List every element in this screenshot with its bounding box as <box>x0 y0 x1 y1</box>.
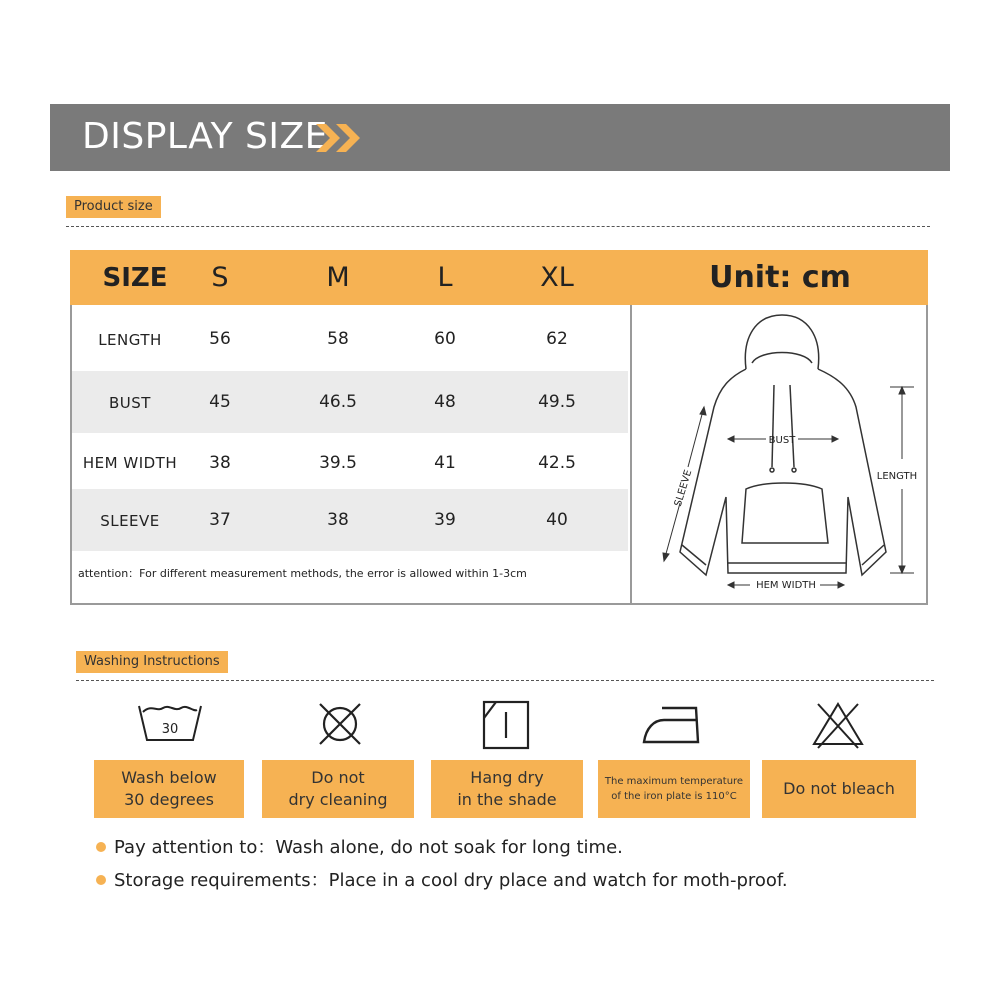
table-cell: 38 <box>327 510 349 530</box>
note-text: Storage requirements：Place in a cool dry place and watch for moth-proof. <box>114 870 788 891</box>
table-cell: 40 <box>546 510 568 530</box>
double-chevron-right-icon <box>316 124 362 152</box>
table-cell: 38 <box>209 453 231 473</box>
row-label-hem-width: HEM WIDTH <box>82 454 178 472</box>
no-dry-clean-icon <box>314 698 366 750</box>
iron-temperature-card <box>598 760 750 818</box>
table-cell: 37 <box>209 510 231 530</box>
wash-below-30-card <box>94 760 244 818</box>
table-cell: 58 <box>327 329 349 349</box>
table-cell: 39.5 <box>319 453 357 473</box>
size-header-m: M <box>326 262 350 293</box>
wash-card-line: The maximum temperature <box>604 776 744 787</box>
table-cell: 49.5 <box>538 392 576 412</box>
wash-card-line: Do not <box>311 768 365 787</box>
wash-card-line: dry cleaning <box>288 790 388 809</box>
row-label-bust: BUST <box>109 394 151 412</box>
do-not-bleach-card <box>762 760 916 818</box>
section-divider <box>66 226 930 227</box>
note-pay-attention <box>96 836 623 860</box>
hang-dry-icon <box>480 698 532 752</box>
wash-card-line: in the shade <box>457 790 557 809</box>
size-table-header <box>70 250 928 305</box>
diagram-label-hem-width: HEM WIDTH <box>756 580 816 591</box>
table-divider <box>630 305 632 605</box>
diagram-label-bust: BUST <box>768 435 796 446</box>
table-cell: 39 <box>434 510 456 530</box>
table-cell: 60 <box>434 329 456 349</box>
diagram-label-length: LENGTH <box>876 471 918 482</box>
table-cell: 42.5 <box>538 453 576 473</box>
table-cell: 62 <box>546 329 568 349</box>
bullet-dot <box>96 842 106 852</box>
table-cell: 41 <box>434 453 456 473</box>
row-label-sleeve: SLEEVE <box>100 512 160 530</box>
table-cell: 56 <box>209 329 231 349</box>
no-bleach-icon <box>810 698 866 750</box>
diagram-label-sleeve: SLEEVE <box>672 468 695 508</box>
section-divider <box>76 680 934 681</box>
product-size-tag: Product size <box>66 196 161 218</box>
table-cell: 45 <box>209 392 231 412</box>
bullet-dot <box>96 875 106 885</box>
wash-temperature: 30 <box>161 722 179 737</box>
hang-dry-card <box>431 760 583 818</box>
size-header-s: S <box>211 262 229 293</box>
washing-instructions-tag: Washing Instructions <box>76 651 228 673</box>
size-header-l: L <box>437 262 453 293</box>
unit-label: Unit: cm <box>709 260 851 295</box>
note-text: Pay attention to：Wash alone, do not soak for long time. <box>114 837 623 858</box>
hoodie-diagram <box>634 307 926 603</box>
wash-30-icon <box>135 698 205 746</box>
wash-card-line: 30 degrees <box>124 790 214 809</box>
table-cell: 46.5 <box>319 392 357 412</box>
do-not-dry-clean-card <box>262 760 414 818</box>
page-title: DISPLAY SIZE <box>82 116 328 157</box>
iron-icon <box>640 698 702 748</box>
wash-card-line: of the iron plate is 110°C <box>611 791 737 802</box>
size-header-label: SIZE <box>102 263 168 293</box>
wash-card-line: Wash below <box>121 768 217 787</box>
display-size-banner <box>50 104 950 171</box>
table-cell: 48 <box>434 392 456 412</box>
row-label-length: LENGTH <box>98 331 162 349</box>
wash-card-line: Hang dry <box>470 768 544 787</box>
attention-note: attention：For different measurement methods, the error is allowed within 1-3cm <box>78 567 527 580</box>
wash-card-line: Do not bleach <box>783 779 895 798</box>
size-header-xl: XL <box>540 262 574 293</box>
note-storage <box>96 869 788 893</box>
